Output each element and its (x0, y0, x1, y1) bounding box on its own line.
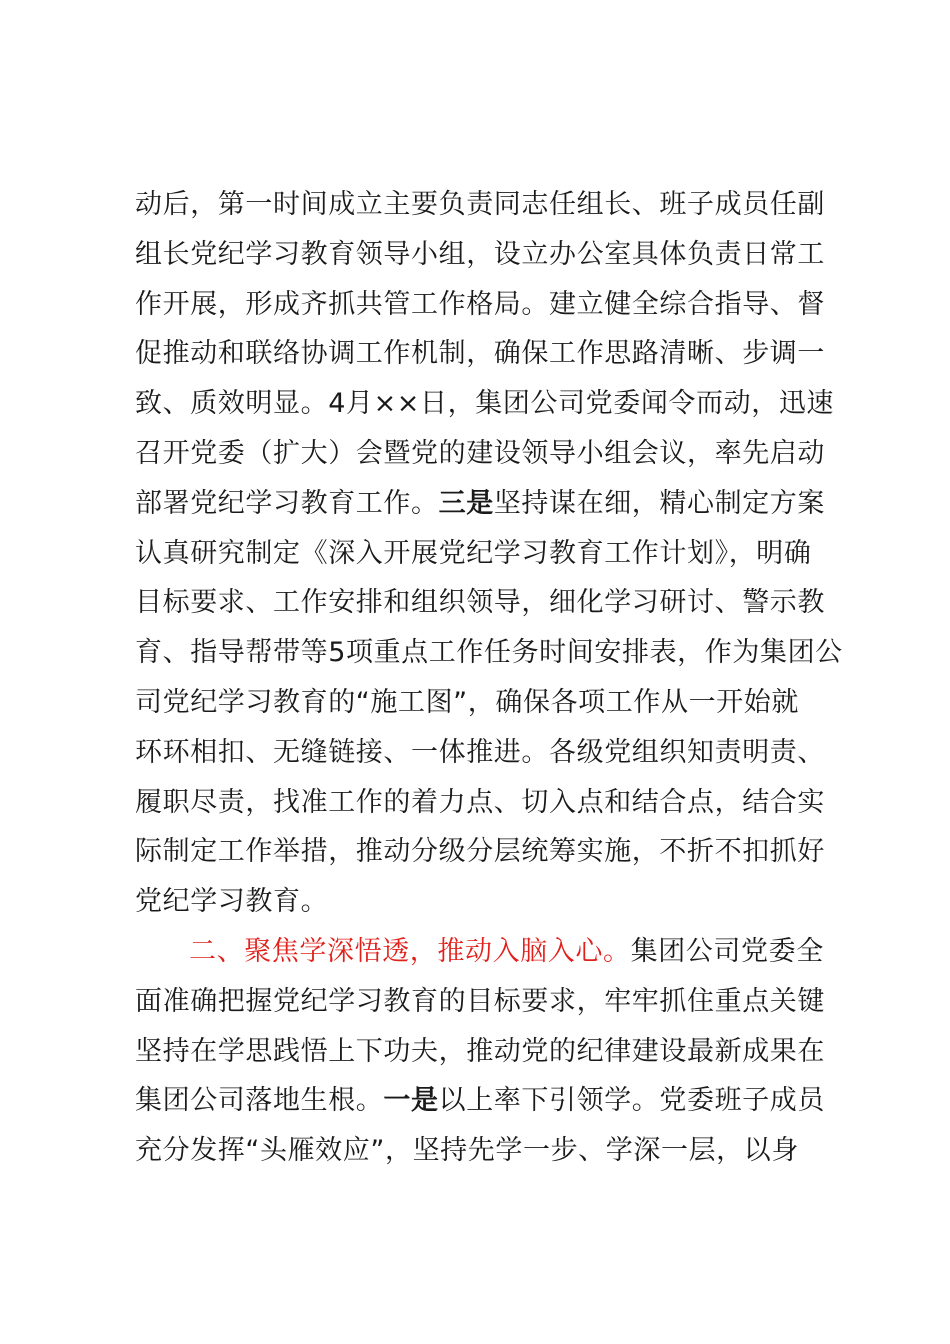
paragraph-line: 目标要求、工作安排和组织领导，细化学习研讨、警示教 (135, 587, 825, 619)
line-text: 集团公司落地生根。 (135, 1085, 384, 1117)
paragraph-line: 认真研究制定《深入开展党纪学习教育工作计划》，明确 (135, 537, 812, 569)
paragraph-line: 作开展，形成齐抓共管工作格局。建立健全综合指导、督 (135, 288, 825, 320)
line-text: 部署党纪学习教育工作。 (135, 487, 439, 519)
paragraph-line: 环环相扣、无缝链接、一体推进。各级党组织知责明责、 (135, 736, 825, 768)
bold-point-marker: 三是 (438, 487, 494, 519)
paragraph-line: 致、质效明显。4月××日，集团公司党委闻令而动，迅速 (135, 388, 835, 420)
paragraph-line: 坚持在学思践悟上下功夫，推动党的纪律建设最新成果在 (135, 1035, 825, 1067)
paragraph-line: 党纪学习教育。 (135, 886, 329, 918)
line-text: 集团公司党委全 (630, 935, 824, 967)
paragraph-line: 充分发挥“头雁效应”，坚持先学一步、学深一层，以身 (135, 1135, 799, 1167)
paragraph-line: 面准确把握党纪学习教育的目标要求，牢牢抓住重点关键 (135, 985, 825, 1017)
line-text: 以上率下引领学。党委班子成员 (438, 1085, 826, 1117)
paragraph-line (135, 479, 835, 529)
paragraph-line: 组长党纪学习教育领导小组，设立办公室具体负责日常工 (135, 238, 825, 270)
paragraph-line: 促推动和联络协调工作机制，确保工作思路清晰、步调一 (135, 338, 825, 370)
paragraph-line: 召开党委（扩大）会暨党的建设领导小组会议，率先启动 (135, 437, 825, 469)
paragraph-line: 际制定工作举措，推动分级分层统筹实施，不折不扣抓好 (135, 836, 825, 868)
paragraph-line: 动后，第一时间成立主要负责同志任组长、班子成员任副 (135, 189, 825, 220)
section-heading-line (135, 927, 835, 977)
document-body (135, 180, 843, 1176)
paragraph-line: 履职尽责，找准工作的着力点、切入点和结合点，结合实 (135, 786, 825, 818)
paragraph-line: 育、指导帮带等5项重点工作任务时间安排表，作为集团公 (135, 637, 843, 669)
section-heading: 二、聚焦学深悟透，推动入脑入心。 (189, 935, 631, 967)
paragraph-line: 司党纪学习教育的“施工图”，确保各项工作从一开始就 (135, 686, 799, 718)
line-text: 坚持谋在细，精心制定方案 (493, 487, 826, 519)
bold-point-marker: 一是 (383, 1085, 439, 1117)
paragraph-line (135, 1076, 835, 1126)
